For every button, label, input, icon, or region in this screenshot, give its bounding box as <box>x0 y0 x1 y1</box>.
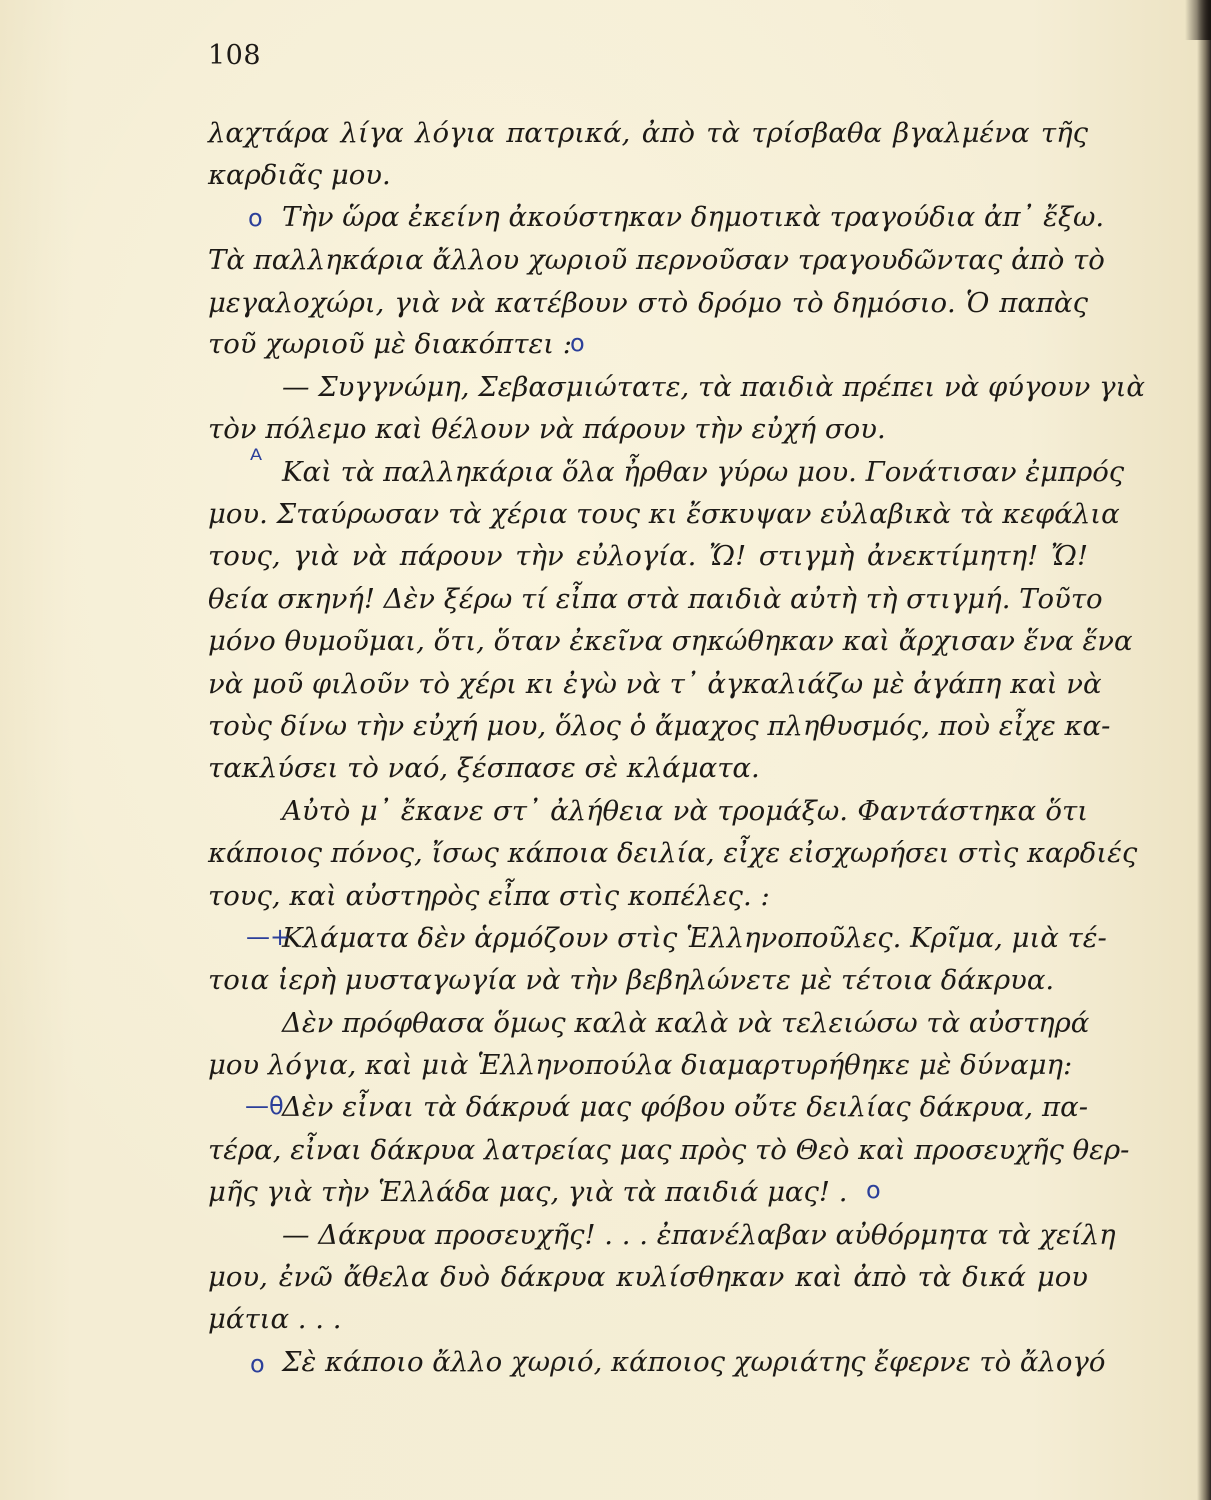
text-line: κάποιος πόνος, ἴσως κάποια δειλία, εἶχε εἰσχωρήσει στὶς καρδιές <box>208 837 1138 869</box>
text-line: τους, καὶ αὐστηρὸς εἶπα στὶς κοπέλες. : <box>208 880 770 912</box>
text-line: τους, γιὰ νὰ πάρουν τὴν εὐλογία. Ὤ! στιγμὴ ἀνεκτίμητη! Ὤ! <box>208 540 1088 572</box>
pen-circle-mark: ο <box>248 204 263 232</box>
text-line: μου. Σταύρωσαν τὰ χέρια τους κι ἔσκυψαν εὐλαβικὰ τὰ κεφάλια <box>208 498 1120 530</box>
text-line: Τὴν ὥρα ἐκείνη ἀκούστηκαν δημοτικὰ τραγούδια ἀπ᾽ ἔξω. <box>282 201 1105 233</box>
pen-dash-plus-mark: —+ <box>246 923 291 951</box>
text-line: νὰ μοῦ φιλοῦν τὸ χέρι κι ἐγὼ νὰ τ᾽ ἀγκαλιάζω μὲ ἀγάπη καὶ νὰ <box>208 668 1102 700</box>
text-line: Σὲ κάποιο ἄλλο χωριό, κάποιος χωριάτης ἔφερνε τὸ ἄλογό <box>282 1346 1106 1378</box>
text-line: καρδιᾶς μου. <box>208 159 391 191</box>
text-line: Δὲν εἶναι τὰ δάκρυά μας φόβου οὔτε δειλίας δάκρυα, πα- <box>282 1091 1088 1123</box>
pen-circle-mark: ο <box>570 329 585 357</box>
pen-dash-theta-mark: —θ <box>245 1092 284 1120</box>
text-line: Τὰ παλληκάρια ἄλλου χωριοῦ περνοῦσαν τραγουδῶντας ἀπὸ τὸ <box>208 244 1105 276</box>
text-line: τοὺς δίνω τὴν εὐχή μου, ὅλος ὁ ἄμαχος πληθυσμός, ποὺ εἶχε κα- <box>208 710 1111 742</box>
text-line: τοια ἱερὴ μυσταγωγία νὰ τὴν βεβηλώνετε μὲ τέτοια δάκρυα. <box>208 964 1055 996</box>
text-line: θεία σκηνή! Δὲν ξέρω τί εἶπα στὰ παιδιὰ αὐτὴ τὴ στιγμή. Τοῦτο <box>208 583 1103 615</box>
text-line: μάτια . . . <box>208 1303 342 1335</box>
page-edge-shadow <box>1197 0 1211 1500</box>
text-line: τακλύσει τὸ ναό, ξέσπασε σὲ κλάματα. <box>208 752 760 784</box>
text-line: μου, ἐνῶ ἄθελα δυὸ δάκρυα κυλίσθηκαν καὶ ἀπὸ τὰ δικά μου <box>208 1261 1088 1293</box>
text-line: Κλάματα δὲν ἁρμόζουν στὶς Ἑλληνοποῦλες. Κρῖμα, μιὰ τέ- <box>282 922 1107 954</box>
text-line: τέρα, εἶναι δάκρυα λατρείας μας πρὸς τὸ Θεὸ καὶ προσευχῆς θερ- <box>208 1134 1130 1166</box>
text-line: Αὐτὸ μ᾽ ἔκανε στ᾽ ἀλήθεια νὰ τρομάξω. Φαντάστηκα ὅτι <box>282 795 1088 827</box>
text-line: τὸν πόλεμο καὶ θέλουν νὰ πάρουν τὴν εὐχή σου. <box>208 413 886 445</box>
pen-circle-mark: ο <box>866 1176 881 1204</box>
pen-accent-mark: ᴬ <box>250 443 263 476</box>
text-line: μεγαλοχώρι, γιὰ νὰ κατέβουν στὸ δρόμο τὸ δημόσιο. Ὁ παπὰς <box>208 287 1088 319</box>
text-line: τοῦ χωριοῦ μὲ διακόπτει : <box>208 328 572 360</box>
text-line: Δὲν πρόφθασα ὅμως καλὰ καλὰ νὰ τελειώσω τὰ αὐστηρά <box>282 1007 1090 1039</box>
text-line: λαχτάρα λίγα λόγια πατρικά, ἀπὸ τὰ τρίσβαθα βγαλμένα τῆς <box>208 117 1088 149</box>
pen-circle-mark: ο <box>250 1350 265 1378</box>
page-corner-mark <box>1185 0 1211 40</box>
text-line: μῆς γιὰ τὴν Ἑλλάδα μας, γιὰ τὰ παιδιά μας! . <box>208 1176 848 1208</box>
text-line: — Συγγνώμη, Σεβασμιώτατε, τὰ παιδιὰ πρέπει νὰ φύγουν γιὰ <box>282 371 1145 403</box>
text-line: Καὶ τὰ παλληκάρια ὅλα ἦρθαν γύρω μου. Γονάτισαν ἐμπρός <box>282 456 1125 488</box>
text-line: μόνο θυμοῦμαι, ὅτι, ὅταν ἐκεῖνα σηκώθηκαν καὶ ἄρχισαν ἕνα ἕνα <box>208 625 1133 657</box>
text-line: μου λόγια, καὶ μιὰ Ἑλληνοπούλα διαμαρτυρήθηκε μὲ δύναμη: <box>208 1049 1073 1081</box>
text-line: — Δάκρυα προσευχῆς! . . . ἐπανέλαβαν αὐθόρμητα τὰ χείλη <box>282 1219 1116 1251</box>
page-number: 108 <box>208 40 262 71</box>
